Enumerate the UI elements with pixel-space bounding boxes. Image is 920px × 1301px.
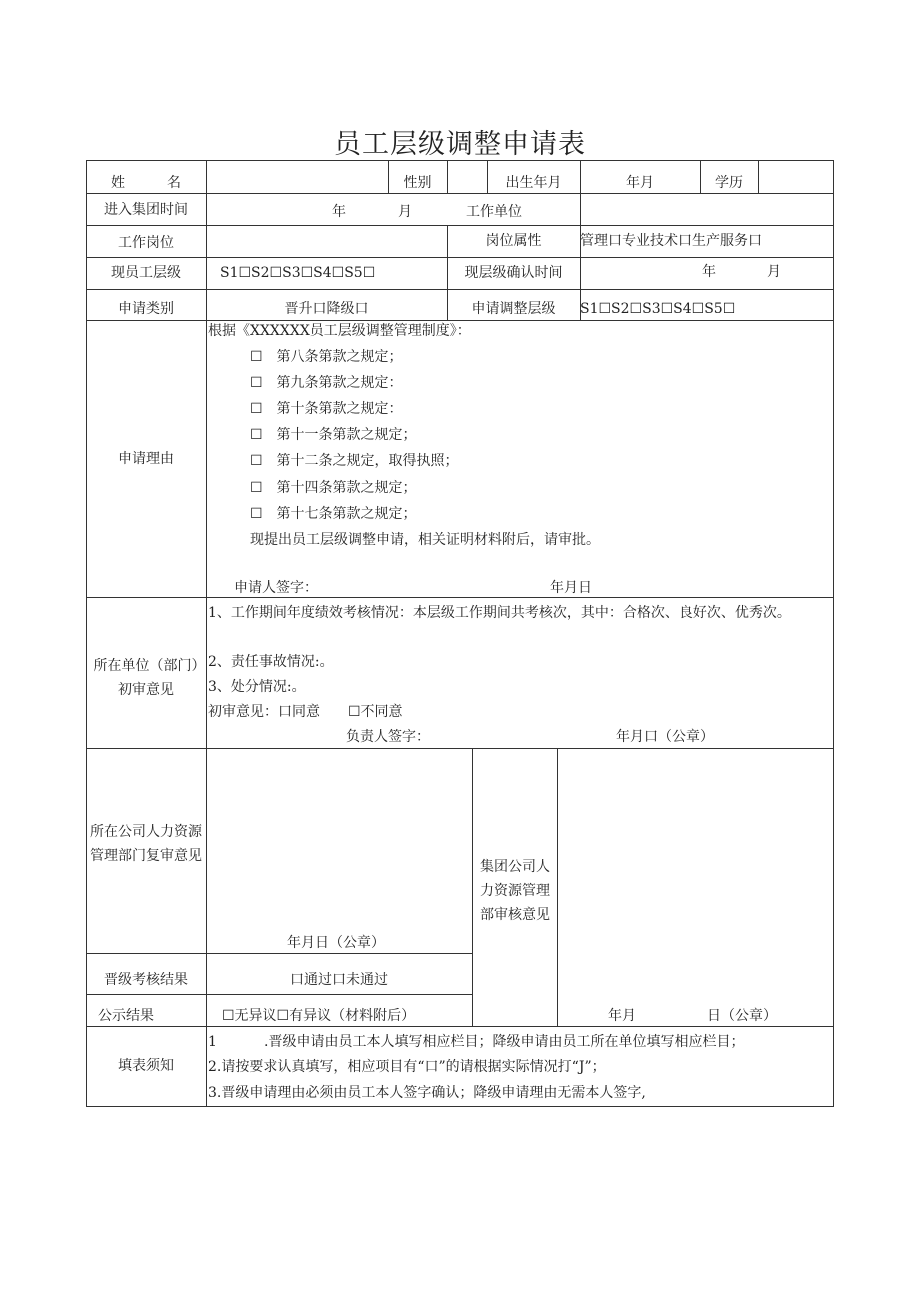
adjust-level-options[interactable]: S1☐S2☐S3☐S4☐S5☐ [580, 301, 736, 317]
exam-result-label: 晋级考核结果 [104, 972, 188, 988]
reason-item[interactable]: ☐ 第十七条第款之规定； [250, 506, 417, 522]
note-1: .晋级申请由员工本人填写相应栏目；降级申请由员工所在单位填写相应栏目； [264, 1034, 745, 1050]
hr-review-label: 所在公司人力资源管理部门复审意见 [90, 824, 202, 864]
row-line [86, 1106, 834, 1107]
confirm-year: 年 [702, 264, 716, 280]
reason-label: 申请理由 [118, 451, 174, 467]
reason-item[interactable]: ☐ 第十一条第款之规定； [250, 427, 417, 443]
current-level-label: 现员工层级 [111, 265, 181, 281]
col-line [758, 160, 759, 193]
row-line [86, 289, 834, 290]
reason-item[interactable]: ☐ 第十二条之规定，取得执照； [250, 453, 459, 469]
exam-result-options[interactable]: 口通过口未通过 [290, 972, 388, 988]
reason-intro: 根据《XXXXXX员工层级调整管理制度》： [208, 323, 471, 339]
work-unit-label: 工作单位 [466, 204, 522, 220]
row-line [86, 1026, 834, 1027]
row-line [86, 994, 472, 995]
note-2: 2.请按要求认真填写，相应项目有“口”的请根据实际情况打“J”； [208, 1059, 606, 1075]
group-date-day: 日（公章） [707, 1008, 777, 1024]
birth-label: 出生年月 [505, 175, 562, 191]
leader-sign-label: 负责人签字： [346, 729, 430, 745]
col-line [833, 160, 834, 1107]
reason-item[interactable]: ☐ 第九条第款之规定： [250, 375, 403, 391]
note-1-number: 1 [208, 1034, 217, 1050]
name-label: 姓 名 [111, 175, 181, 191]
col-line [447, 160, 448, 193]
birth-value: 年月 [626, 175, 654, 191]
education-label: 学历 [715, 175, 743, 191]
row-line [86, 193, 834, 194]
applicant-sign-label: 申请人签字： [234, 580, 318, 596]
accident-line: 2、责任事故情况:。 [208, 654, 334, 670]
row-line [86, 320, 834, 321]
group-hr-label: 集团公司人力资源管理部审核意见 [480, 859, 550, 923]
penalty-line: 3、处分情况:。 [208, 679, 306, 695]
row-line [86, 597, 834, 598]
confirm-month: 月 [767, 264, 781, 280]
current-level-options[interactable]: S1☐S2☐S3☐S4☐S5☐ [220, 265, 376, 281]
row-line [86, 160, 834, 161]
publicity-label: 公示结果 [98, 1008, 154, 1024]
post-attr-label: 岗位属性 [485, 233, 542, 249]
reason-closing: 现提出员工层级调整申请，相关证明材料附后，请审批。 [250, 532, 600, 548]
post-label: 工作岗位 [118, 235, 174, 251]
row-line [86, 953, 472, 954]
performance-line: 1、工作期间年度绩效考核情况：本层级工作期间共考核次，其中：合格次、良好次、优秀次。 [208, 605, 791, 621]
notes-label: 填表须知 [118, 1058, 174, 1074]
unit-review-label: 所在单位（部门）初审意见 [93, 658, 199, 698]
row-line [86, 748, 834, 749]
apply-type-label: 申请类别 [118, 301, 174, 317]
join-time-label: 进入集团时间 [104, 202, 188, 218]
leader-sign-date: 年月口（公章） [616, 729, 714, 745]
reason-item[interactable]: ☐ 第十四条第款之规定； [250, 480, 417, 496]
col-line [557, 748, 558, 1026]
initial-opinion[interactable]: 初审意见：口同意 ☐不同意 [208, 704, 403, 720]
post-attr-options[interactable]: 管理口专业技术口生产服务口 [580, 233, 762, 249]
adjust-level-label: 申请调整层级 [471, 301, 556, 317]
join-month: 月 [398, 204, 412, 220]
level-confirm-label: 现层级确认时间 [464, 265, 563, 281]
applicant-sign-date: 年月日 [550, 580, 592, 596]
hr-review-date: 年月日（公章） [287, 935, 385, 951]
gender-label: 性别 [403, 175, 432, 191]
publicity-options[interactable]: ☐无异议☐有异议（材料附后） [222, 1008, 416, 1024]
reason-item[interactable]: ☐ 第十条第款之规定： [250, 401, 403, 417]
row-line [86, 257, 834, 258]
col-line [472, 748, 473, 1026]
reason-item[interactable]: ☐ 第八条第款之规定； [250, 349, 403, 365]
note-3: 3.晋级申请理由必须由员工本人签字确认；降级申请理由无需本人签字, [208, 1085, 646, 1101]
row-line [86, 225, 834, 226]
apply-type-options[interactable]: 晋升口降级口 [284, 301, 369, 317]
join-year: 年 [332, 204, 346, 220]
group-date-year-month: 年月 [608, 1008, 636, 1024]
form-title: 员工层级调整申请表 [334, 129, 586, 160]
